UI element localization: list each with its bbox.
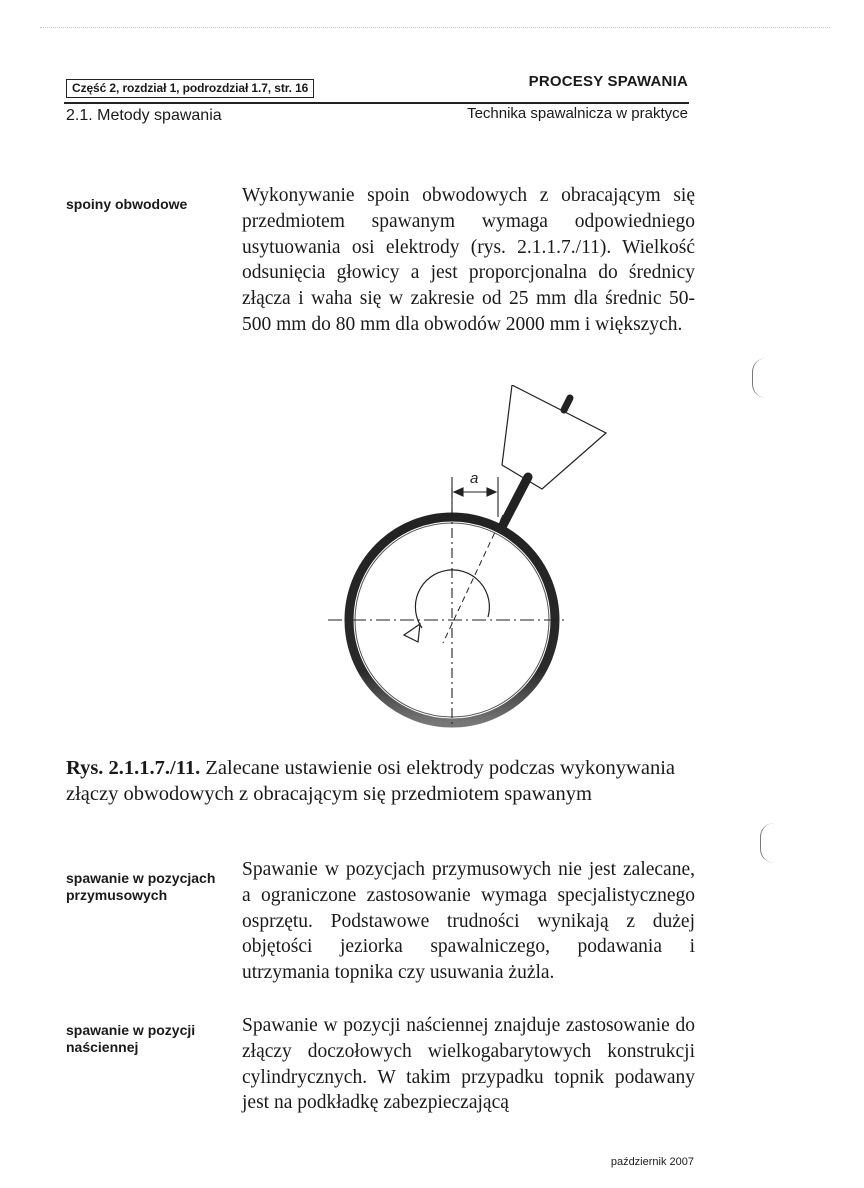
section-heading: 2.1. Metody spawania xyxy=(66,107,222,124)
electrode-position-diagram xyxy=(320,385,610,730)
figure-caption-text: Zalecane ustawienie osi elektrody podczas wykonywania złączy obwodowych z obracającym się przedmiotem spawanym xyxy=(66,757,676,805)
paragraph-wall-position: Spawanie w pozycji naściennej znajduje zastosowanie do złączy doczołowych wielkogabarytowych konstrukcji cylindrycznych. W takim przypadku topnik podawany jest na podkładkę zabezpieczającą xyxy=(242,1015,695,1114)
header-divider xyxy=(64,102,689,104)
paragraph-circumferential-welds: Wykonywanie spoin obwodowych z obracającym się przedmiotem spawanym wymaga odpowiedniego usytuowania osi elektrody (rys. 2.1.1.7./11). Wielkość odsunięcia głowicy a jest proporcjonalna do średnicy złącza i waha się w zakresie od 25 mm dla średnic 50-500 mm do 80 mm dla obwodów 2000 mm i większych. xyxy=(242,185,695,335)
welding-head xyxy=(502,385,606,489)
binder-hole-mark xyxy=(752,358,767,398)
side-label-wall-position: spawanie w pozycji naściennej xyxy=(66,1022,196,1055)
side-label-circumferential-welds: spoiny obwodowe xyxy=(66,196,188,212)
chapter-reference: Część 2, rozdział 1, podrozdział 1.7, str. 16 xyxy=(66,79,314,98)
paragraph-forced-positions: Spawanie w pozycjach przymusowych nie jest zalecane, a ograniczone zastosowanie wymaga specjalistycznego osprzętu. Podstawowe trudności wynikają z dużej objętości jeziorka spawalniczego, podawania i utrzymania topnika czy usuwania żużla. xyxy=(242,859,695,984)
rotation-arrow xyxy=(404,570,489,642)
electrode xyxy=(503,477,528,525)
head-rod xyxy=(564,398,570,410)
footer-date: październik 2007 xyxy=(610,1156,694,1168)
offset-label-a: a xyxy=(470,470,479,487)
book-subtitle: Technika spawalnicza w praktyce xyxy=(467,105,688,122)
binder-hole-mark xyxy=(760,823,775,863)
scan-artifact-line xyxy=(40,27,830,28)
page-title: PROCESY SPAWANIA xyxy=(528,73,688,90)
figure-number: Rys. 2.1.1.7./11. xyxy=(66,757,201,779)
figure-caption xyxy=(66,755,692,807)
side-label-forced-positions: spawanie w pozycjach przymusowych xyxy=(66,870,216,903)
